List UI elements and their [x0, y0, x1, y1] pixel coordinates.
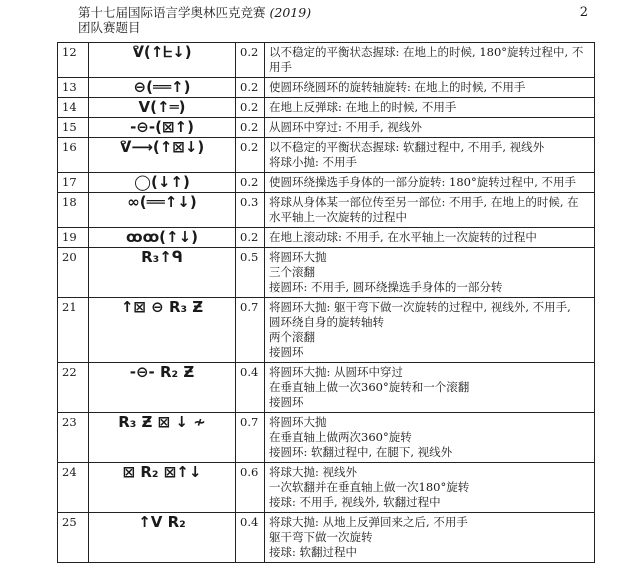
- row-description: [265, 413, 595, 463]
- description-line: 接球: 软翻过程中: [269, 545, 358, 559]
- row-description: [265, 298, 595, 363]
- table-row: [58, 463, 595, 513]
- table-row: [58, 138, 595, 173]
- description-line: 将圆环大抛: 躯干弯下做一次旋转的过程中, 视线外, 不用手,: [269, 300, 571, 314]
- notation-symbol: ↑⊠ ⊖ R₃ Ƶ: [89, 298, 236, 363]
- description-line: 将球大抛: 从地上反弹回来之后, 不用手: [269, 515, 468, 529]
- table-row: [58, 43, 595, 78]
- description-line: 圆环绕自身的旋转轴转: [269, 315, 384, 329]
- row-points: 0.2: [236, 138, 265, 173]
- row-points: 0.7: [236, 298, 265, 363]
- header-title: 第十七届国际语言学奥林匹克竞赛: [78, 5, 266, 20]
- row-points: 0.6: [236, 463, 265, 513]
- row-description: [265, 463, 595, 513]
- description-line: 接球: 不用手, 视线外, 软翻过程中: [269, 495, 441, 509]
- table-row: [58, 173, 595, 193]
- description-line: 在地上反弹球: 在地上的时候, 不用手: [269, 100, 457, 114]
- notation-symbol: ꝏꝏ(↑↓): [89, 228, 236, 248]
- row-description: [265, 98, 595, 118]
- description-line: 从圆环中穿过: 不用手, 视线外: [269, 120, 422, 134]
- notation-symbol: R₃↑ᑫ: [89, 248, 236, 298]
- description-line: 使圆环绕圆环的旋转轴旋转: 在地上的时候, 不用手: [269, 80, 526, 94]
- table-row: [58, 193, 595, 228]
- row-description: [265, 228, 595, 248]
- description-line: 接圆环: [269, 395, 304, 409]
- row-number: 21: [58, 298, 89, 363]
- notation-symbol: -⊖- R₂ Ƶ: [89, 363, 236, 413]
- notation-symbol: ⊖(══↑): [89, 78, 236, 98]
- table-row: [58, 248, 595, 298]
- page-header: [78, 5, 588, 39]
- row-number: 22: [58, 363, 89, 413]
- row-points: 0.7: [236, 413, 265, 463]
- notation-symbol: V(↑═): [89, 98, 236, 118]
- description-line: 将球从身体某一部位传至另一部位: 不用手, 在地上的时候, 在: [269, 195, 579, 209]
- row-points: 0.2: [236, 173, 265, 193]
- table-row: [58, 78, 595, 98]
- notation-symbol: ᕓ(↑ᖶ↓): [89, 43, 236, 78]
- row-number: 13: [58, 78, 89, 98]
- row-points: 0.4: [236, 513, 265, 563]
- row-number: 15: [58, 118, 89, 138]
- table-row: [58, 98, 595, 118]
- description-line: 在地上滚动球: 不用手, 在水平轴上一次旋转的过程中: [269, 230, 537, 244]
- notation-symbol: ᕓ⟶(↑⊠↓): [89, 138, 236, 173]
- row-description: [265, 78, 595, 98]
- description-line: 接圆环: 不用手, 圆环绕操选手身体的一部分转: [269, 280, 503, 294]
- row-number: 23: [58, 413, 89, 463]
- notation-symbol: ◯(↓↑): [89, 173, 236, 193]
- description-line: 将球小抛: 不用手: [269, 155, 358, 169]
- row-description: [265, 248, 595, 298]
- description-line: 将圆环大抛: [269, 415, 327, 429]
- description-line: 以不稳定的平衡状态握球: 软翻过程中, 不用手, 视线外: [269, 140, 545, 154]
- task-table-body: [58, 43, 595, 563]
- row-points: 0.2: [236, 118, 265, 138]
- row-number: 24: [58, 463, 89, 513]
- row-number: 18: [58, 193, 89, 228]
- row-points: 0.4: [236, 363, 265, 413]
- task-table: [57, 42, 595, 563]
- description-line: 使圆环绕操选手身体的一部分旋转: 180°旋转过程中, 不用手: [269, 175, 577, 189]
- row-number: 19: [58, 228, 89, 248]
- notation-symbol: R₃ Ƶ ⊠ ↓ ≁: [89, 413, 236, 463]
- header-subtitle: 团队赛题目: [78, 20, 141, 35]
- header-year: (2019): [269, 5, 312, 20]
- row-points: 0.2: [236, 228, 265, 248]
- table-row: [58, 118, 595, 138]
- row-points: 0.2: [236, 43, 265, 78]
- description-line: 一次软翻并在垂直轴上做一次180°旋转: [269, 480, 470, 494]
- row-points: 0.2: [236, 78, 265, 98]
- page-number: 2: [579, 5, 588, 20]
- row-number: 14: [58, 98, 89, 118]
- description-line: 接圆环: 软翻过程中, 在腿下, 视线外: [269, 445, 453, 459]
- row-description: [265, 43, 595, 78]
- description-line: 三个滚翻: [269, 265, 315, 279]
- description-line: 以不稳定的平衡状态握球: 在地上的时候, 180°旋转过程中, 不: [269, 45, 584, 59]
- row-number: 17: [58, 173, 89, 193]
- notation-symbol: ∞(══↑↓): [89, 193, 236, 228]
- notation-symbol: ↑V R₂: [89, 513, 236, 563]
- row-number: 16: [58, 138, 89, 173]
- description-line: 在垂直轴上做一次360°旋转和一个滚翻: [269, 380, 470, 394]
- table-row: [58, 298, 595, 363]
- row-description: [265, 363, 595, 413]
- row-number: 20: [58, 248, 89, 298]
- description-line: 用手: [269, 60, 292, 74]
- row-number: 25: [58, 513, 89, 563]
- description-line: 水平轴上一次旋转的过程中: [269, 210, 407, 224]
- table-row: [58, 513, 595, 563]
- notation-symbol: ⊠ R₂ ⊠↑↓: [89, 463, 236, 513]
- description-line: 将圆环大抛: 从圆环中穿过: [269, 365, 404, 379]
- description-line: 将球大抛: 视线外: [269, 465, 358, 479]
- description-line: 将圆环大抛: [269, 250, 327, 264]
- notation-symbol: -⊖-(⊠↑): [89, 118, 236, 138]
- row-points: 0.5: [236, 248, 265, 298]
- header-title-line: [78, 5, 588, 20]
- table-row: [58, 228, 595, 248]
- table-row: [58, 413, 595, 463]
- row-number: 12: [58, 43, 89, 78]
- row-description: [265, 193, 595, 228]
- row-description: [265, 118, 595, 138]
- row-description: [265, 138, 595, 173]
- row-description: [265, 513, 595, 563]
- description-line: 在垂直轴上做两次360°旋转: [269, 430, 412, 444]
- row-points: 0.2: [236, 98, 265, 118]
- description-line: 接圆环: [269, 345, 304, 359]
- row-points: 0.3: [236, 193, 265, 228]
- table-row: [58, 363, 595, 413]
- row-description: [265, 173, 595, 193]
- description-line: 两个滚翻: [269, 330, 315, 344]
- description-line: 躯干弯下做一次旋转: [269, 530, 373, 544]
